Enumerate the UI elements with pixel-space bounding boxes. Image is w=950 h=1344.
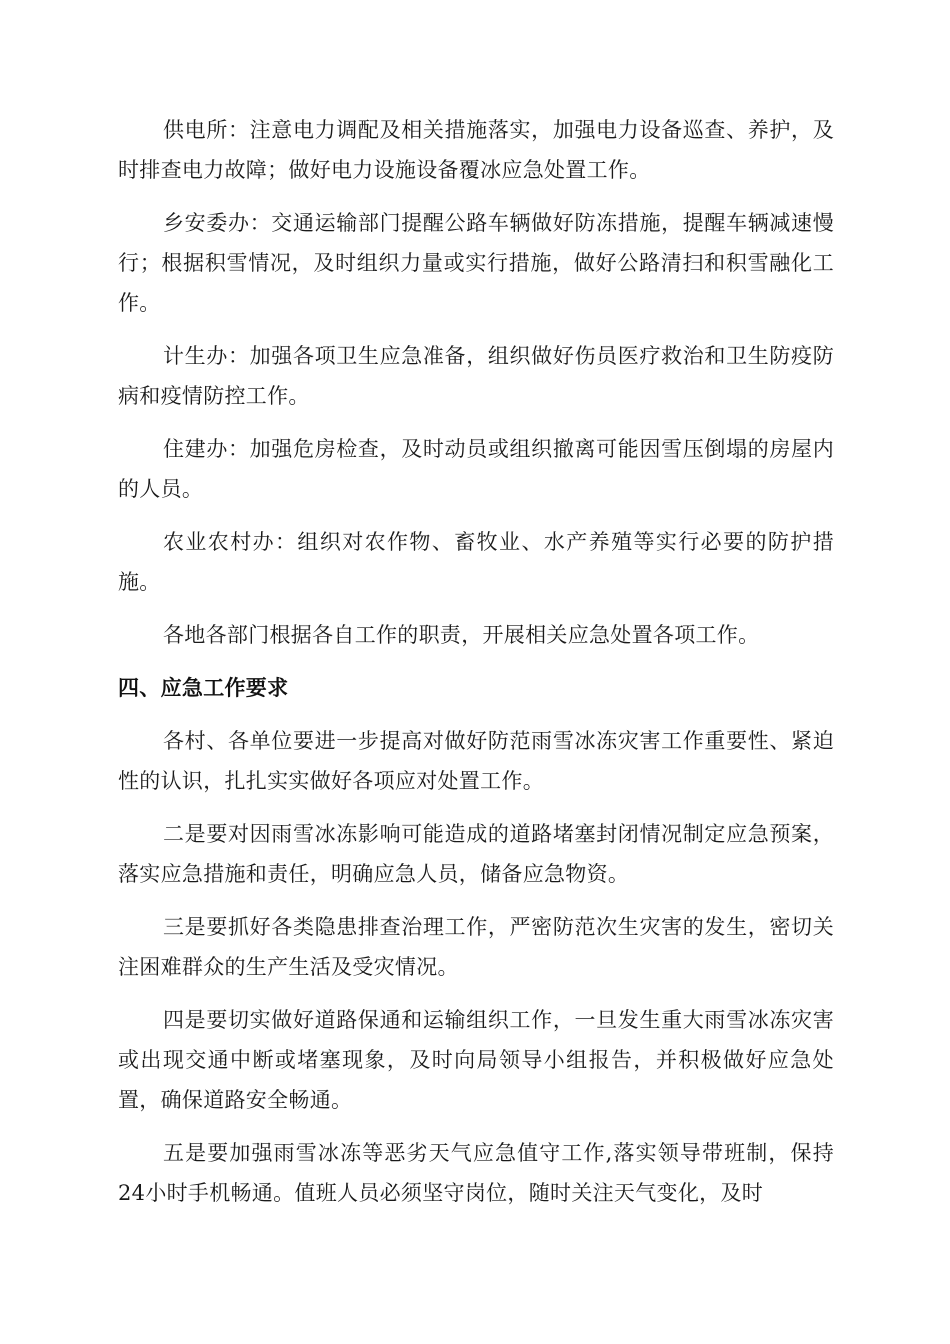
paragraph-family-planning: 计生办：加强各项卫生应急准备，组织做好伤员医疗救治和卫生防疫防病和疫情防控工作。: [118, 344, 834, 408]
paragraph-requirement-4: 四是要切实做好道路保通和运输组织工作，一旦发生重大雨雪冰冻灾害或出现交通中断或堵塞现象，及时向局领导小组报告，并积极做好应急处置，确保道路安全畅通。: [118, 1008, 834, 1112]
paragraph-requirement-2: 二是要对因雨雪冰冻影响可能造成的道路堵塞封闭情况制定应急预案，落实应急措施和责任，明确应急人员，储备应急物资。: [118, 822, 834, 886]
paragraph-all-departments: 各地各部门根据各自工作的职责，开展相关应急处置各项工作。: [163, 623, 760, 647]
paragraph-housing-office: 住建办：加强危房检查，及时动员或组织撤离可能因雪压倒塌的房屋内的人员。: [118, 437, 834, 501]
paragraph-safety-office: 乡安委办：交通运输部门提醒公路车辆做好防冻措施，提醒车辆减速慢行；根据积雪情况，及时组织力量或实行措施，做好公路清扫和积雪融化工作。: [118, 211, 834, 315]
paragraph-requirement-1: 各村、各单位要进一步提高对做好防范雨雪冰冻灾害工作重要性、紧迫性的认识，扎扎实实做好各项应对处置工作。: [118, 729, 834, 793]
paragraph-requirement-5: 五是要加强雨雪冰冻等恶劣天气应急值守工作,落实领导带班制，保持24小时手机畅通。值班人员必须坚守岗位，随时关注天气变化，及时: [118, 1141, 834, 1205]
document-body: [118, 110, 834, 1226]
paragraph-agriculture-office: 农业农村办：组织对农作物、畜牧业、水产养殖等实行必要的防护措施。: [118, 530, 834, 594]
paragraph-power-supply: 供电所：注意电力调配及相关措施落实，加强电力设备巡查、养护，及时排查电力故障；做好电力设施设备覆冰应急处置工作。: [118, 118, 834, 182]
paragraph-requirement-3: 三是要抓好各类隐患排查治理工作，严密防范次生灾害的发生，密切关注困难群众的生产生活及受灾情况。: [118, 915, 834, 979]
section-heading: 四、应急工作要求: [118, 676, 289, 700]
